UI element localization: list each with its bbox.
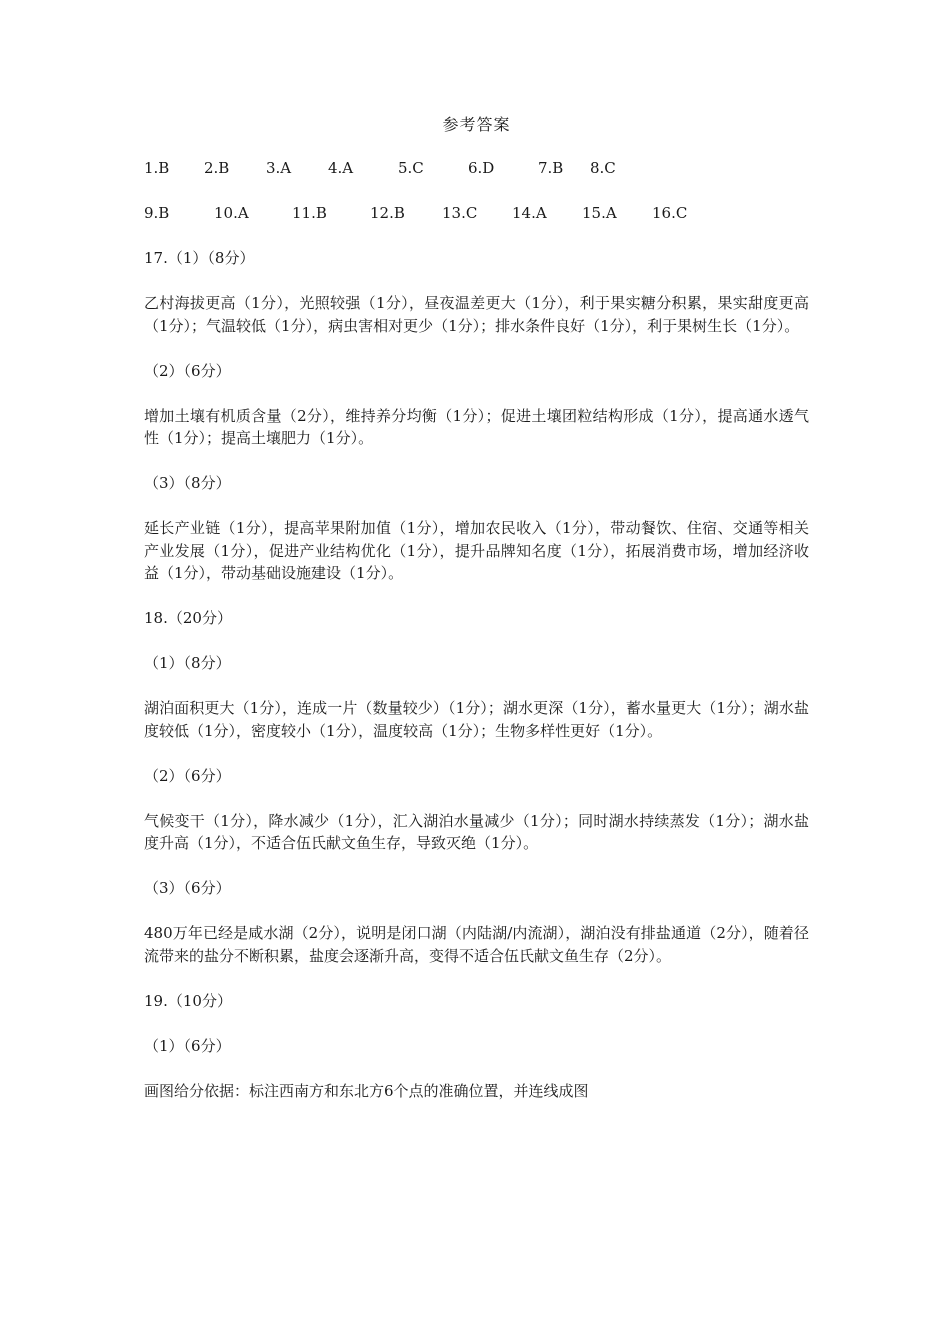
choice-answer: 5.C <box>398 159 424 177</box>
q18-part3-answer: 480万年已经是咸水湖（2分），说明是闭口湖（内陆湖/内流湖），湖泊没有排盐通道（2分），随着径流带来的盐分不断积累，盐度会逐渐升高，变得不适合伍氏献文鱼生存（2分）。 <box>144 924 809 965</box>
choice-answer: 2.B <box>204 159 230 177</box>
choice-answer: 7.B <box>538 159 564 177</box>
choice-answer: 14.A <box>512 204 547 222</box>
page-title: 参考答案 <box>442 115 511 134</box>
q18-part2-heading: （2）（6分） <box>144 766 231 785</box>
choice-answers-row-2 <box>144 202 809 224</box>
q19-part1-heading: （1）（6分） <box>144 1036 231 1055</box>
choice-answer: 16.C <box>652 204 688 222</box>
choice-answer: 15.A <box>582 204 617 222</box>
q18-part2-answer: 气候变干（1分），降水减少（1分），汇入湖泊水量减少（1分）；同时湖水持续蒸发（1分）；湖水盐度升高（1分），不适合伍氏献文鱼生存，导致灭绝（1分）。 <box>144 811 809 852</box>
choice-answer: 3.A <box>266 159 292 177</box>
choice-answer: 9.B <box>144 204 170 222</box>
choice-answer: 8.C <box>590 159 616 177</box>
q17-part1-answer: 乙村海拔更高（1分），光照较强（1分），昼夜温差更大（1分），利于果实糖分积累，果实甜度更高（1分）；气温较低（1分），病虫害相对更少（1分）；排水条件良好（1分），利于果树生长（1分）。 <box>144 294 809 335</box>
q18-part1-answer: 湖泊面积更大（1分），连成一片（数量较少）（1分）；湖水更深（1分），蓄水量更大（1分）；湖水盐度较低（1分），密度较小（1分），温度较高（1分）；生物多样性更好（1分）。 <box>144 699 809 740</box>
q19-part1-answer: 画图给分依据：标注西南方和东北方6个点的准确位置，并连线成图 <box>144 1081 589 1100</box>
q18-heading: 18.（20分） <box>144 609 232 627</box>
choice-answer: 11.B <box>292 204 327 222</box>
answer-sheet <box>144 112 809 1125</box>
q17-part3-answer: 延长产业链（1分），提高苹果附加值（1分），增加农民收入（1分），带动餐饮、住宿、交通等相关产业发展（1分），促进产业结构优化（1分），提升品牌知名度（1分），拓展消费市场，增加经济收益（1分），带动基础设施建设（1分）。 <box>144 519 809 582</box>
q17-part2-answer: 增加土壤有机质含量（2分），维持养分均衡（1分）；促进土壤团粒结构形成（1分），提高通水透气性（1分）；提高土壤肥力（1分）。 <box>144 406 809 447</box>
q18-part3-heading: （3）（6分） <box>144 879 231 897</box>
choice-answers-row-1 <box>144 157 809 179</box>
q18-part1-heading: （1）（8分） <box>144 654 231 672</box>
choice-answer: 10.A <box>214 204 249 222</box>
q17-heading: 17.（1）（8分） <box>144 249 255 267</box>
choice-answer: 6.D <box>468 159 495 177</box>
choice-answer: 4.A <box>328 159 354 177</box>
q17-part2-heading: （2）（6分） <box>144 361 231 380</box>
q17-part3-heading: （3）（8分） <box>144 474 231 492</box>
choice-answer: 12.B <box>370 204 405 222</box>
choice-answer: 1.B <box>144 159 170 177</box>
choice-answer: 13.C <box>442 204 478 222</box>
q19-heading: 19.（10分） <box>144 991 232 1010</box>
